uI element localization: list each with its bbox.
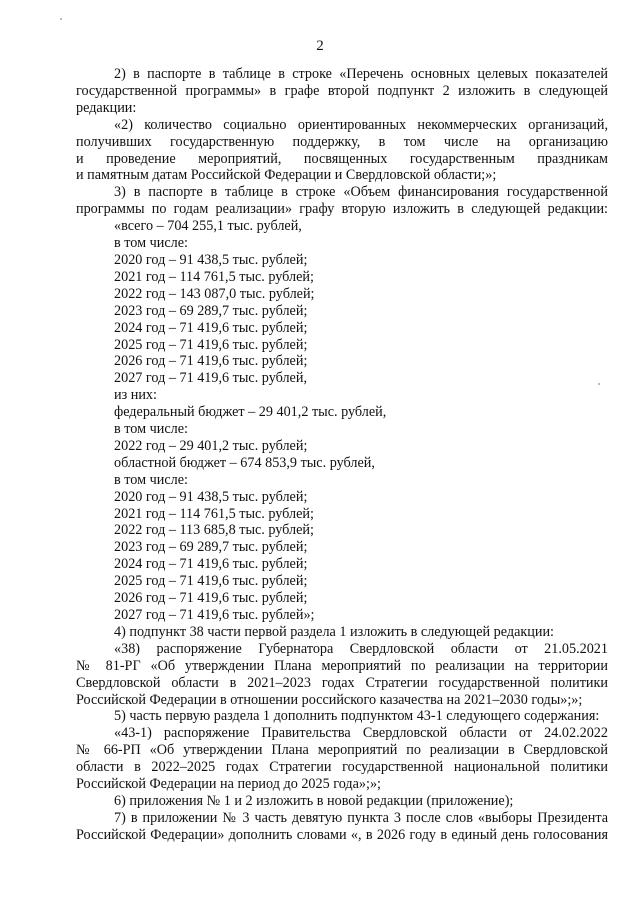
funding-line: в том числе: xyxy=(114,235,188,252)
text-line-row xyxy=(76,100,608,117)
paragraph-item-2 xyxy=(76,66,608,83)
text-line: 3) в паспорте в таблице в строке «Объем финансирования государственной xyxy=(114,184,608,201)
paragraph-item-6: 6) приложения № 1 и 2 изложить в новой редакции (приложение); xyxy=(114,792,514,809)
funding-line: из них: xyxy=(114,387,157,404)
funding-line: 2027 год – 71 419,6 тыс. рублей, xyxy=(114,370,307,387)
funding-line: 2024 год – 71 419,6 тыс. рублей; xyxy=(114,556,308,573)
text-line: области в 2022–2025 годах Стратегии государственной национальной политики xyxy=(76,759,608,776)
text-line: «38) распоряжение Губернатора Свердловской области от 21.05.2021 xyxy=(114,640,608,657)
text-line: и проведение мероприятий, посвященных государственным праздникам xyxy=(76,150,608,167)
text-line-row xyxy=(76,151,608,168)
scan-speck xyxy=(60,18,62,20)
paragraph-quote-indicator xyxy=(76,117,608,134)
text-line: программы по годам реализации» графу вторую изложить в следующей редакции: xyxy=(76,201,608,218)
funding-line: 2024 год – 71 419,6 тыс. рублей; xyxy=(114,319,308,336)
funding-line: 2021 год – 114 761,5 тыс. рублей; xyxy=(114,268,314,285)
text-line: 7) в приложении № 3 часть девятую пункта 3 после слов «выборы Президента xyxy=(114,809,608,826)
text-line: Российской Федерации» дополнить словами «, в 2026 году в единый день голосования xyxy=(76,826,608,843)
paragraph-quote-43-1 xyxy=(76,725,608,742)
text-line: Российской Федерации на период до 2025 года»;»; xyxy=(76,776,381,793)
funding-line: 2025 год – 71 419,6 тыс. рублей; xyxy=(114,573,308,590)
text-line: и памятным датам Российской Федерации и Свердловской области;»; xyxy=(76,167,497,184)
funding-line: в том числе: xyxy=(114,471,188,488)
funding-line: 2026 год – 71 419,6 тыс. рублей; xyxy=(114,590,308,607)
text-line-row xyxy=(76,658,608,675)
text-line: редакции: xyxy=(76,99,137,116)
page-number: 2 xyxy=(316,38,324,54)
funding-line: 2021 год – 114 761,5 тыс. рублей; xyxy=(114,505,314,522)
text-line: получивших государственную поддержку, в том числе на организацию xyxy=(76,133,608,150)
text-line-row xyxy=(76,692,608,709)
text-line: № 81-РГ «Об утверждении Плана мероприятий по реализации на территории xyxy=(76,657,608,674)
funding-line: 2022 год – 143 087,0 тыс. рублей; xyxy=(114,285,315,302)
paragraph-item-4: 4) подпункт 38 части первой раздела 1 изложить в следующей редакции: xyxy=(114,623,554,640)
funding-line: 2023 год – 69 289,7 тыс. рублей; xyxy=(114,539,308,556)
paragraph-quote-38 xyxy=(76,641,608,658)
funding-line: 2025 год – 71 419,6 тыс. рублей; xyxy=(114,336,308,353)
text-line: Российской Федерации в отношении российского казачества на 2021–2030 годы»;»; xyxy=(76,691,583,708)
text-line-row xyxy=(76,742,608,759)
paragraph-item-7 xyxy=(76,810,608,827)
text-line-row xyxy=(76,167,608,184)
funding-line: в том числе: xyxy=(114,421,188,438)
funding-line: 2022 год – 113 685,8 тыс. рублей; xyxy=(114,522,314,539)
funding-line: 2027 год – 71 419,6 тыс. рублей»; xyxy=(114,607,315,623)
funding-line: 2022 год – 29 401,2 тыс. рублей; xyxy=(114,437,308,454)
document-body xyxy=(76,66,608,844)
text-line-row xyxy=(76,675,608,692)
text-line-row xyxy=(76,827,608,844)
funding-line: 2020 год – 91 438,5 тыс. рублей; xyxy=(114,251,308,268)
text-line: 2) в паспорте в таблице в строке «Перечень основных целевых показателей xyxy=(114,66,608,82)
text-line-row xyxy=(76,83,608,100)
funding-line: 2023 год – 69 289,7 тыс. рублей; xyxy=(114,302,308,319)
text-line: «2) количество социально ориентированных некоммерческих организаций, xyxy=(114,116,608,133)
paragraph-item-3 xyxy=(76,184,608,201)
text-line-row xyxy=(76,134,608,151)
text-line-row xyxy=(76,776,608,793)
text-line: Свердловской области в 2021–2023 годах Стратегии государственной политики xyxy=(76,674,608,691)
text-line-row xyxy=(76,759,608,776)
text-line-row xyxy=(76,201,608,218)
funding-line: «всего – 704 255,1 тыс. рублей, xyxy=(114,218,302,235)
funding-line: областной бюджет – 674 853,9 тыс. рублей, xyxy=(114,454,375,471)
funding-line: федеральный бюджет – 29 401,2 тыс. рублей, xyxy=(114,404,387,421)
funding-line: 2020 год – 91 438,5 тыс. рублей; xyxy=(114,488,308,505)
text-line: «43-1) распоряжение Правительства Свердловской области от 24.02.2022 xyxy=(114,725,608,742)
text-line: государственной программы» в графе второй подпункт 2 изложить в следующей xyxy=(76,82,608,99)
funding-line: 2026 год – 71 419,6 тыс. рублей; xyxy=(114,353,308,370)
text-line: № 66-РП «Об утверждении Плана мероприятий по реализации в Свердловской xyxy=(76,742,608,759)
paragraph-item-5: 5) часть первую раздела 1 дополнить подпунктом 43-1 следующего содержания: xyxy=(114,708,600,725)
